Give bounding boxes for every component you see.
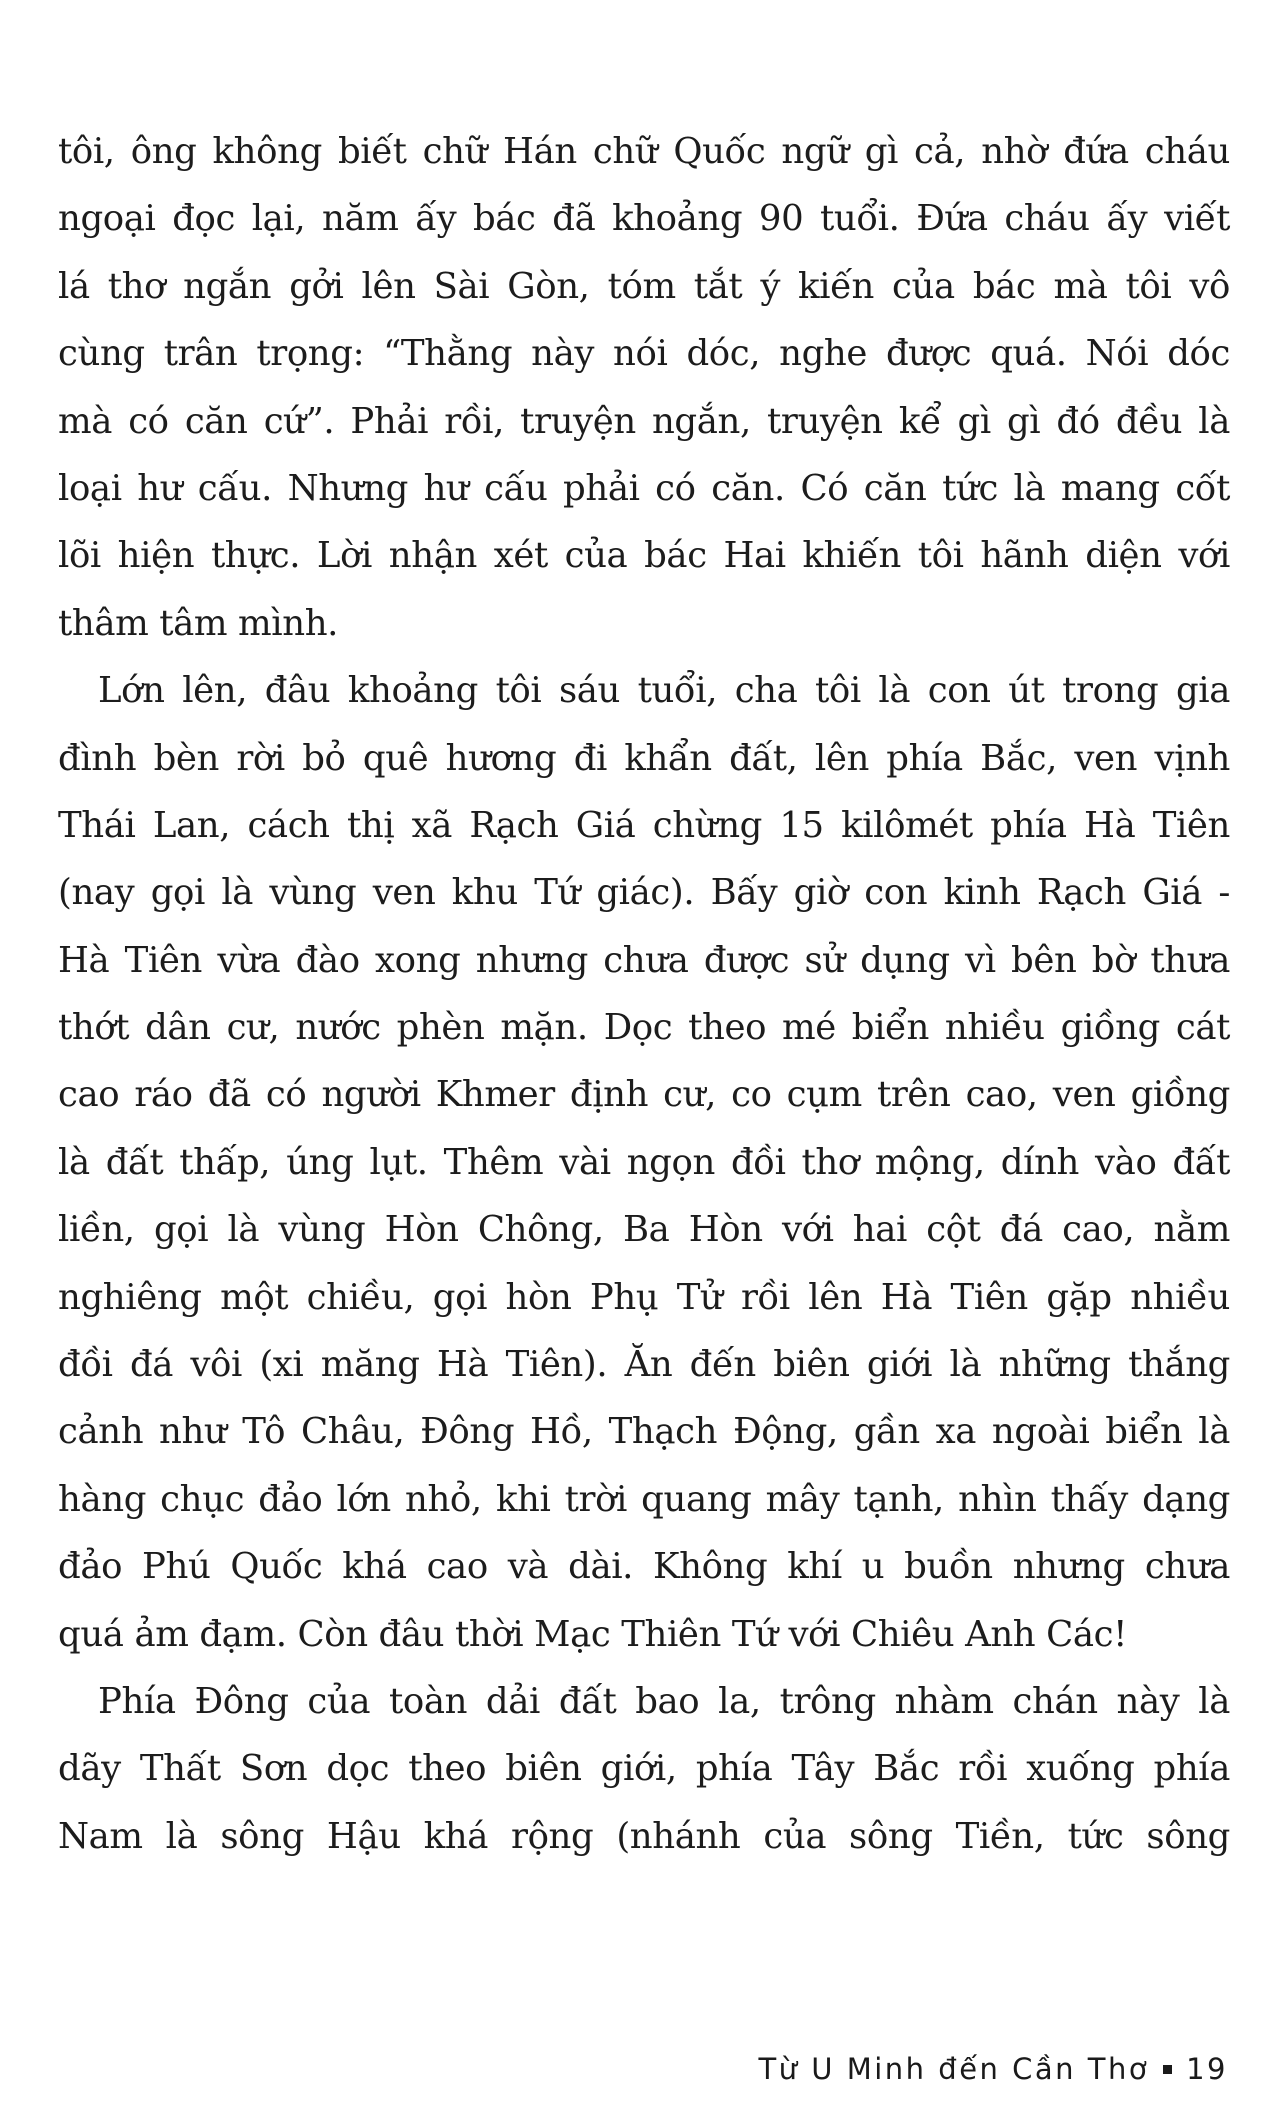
text-line: đồi đá vôi (xi măng Hà Tiên). Ăn đến biên giới là những thắng <box>58 1344 1230 1386</box>
text-line: thớt dân cư, nước phèn mặn. Dọc theo mé biển nhiều giồng cát <box>58 1007 1230 1049</box>
page-footer <box>758 2052 1228 2086</box>
text-line: thâm tâm mình. <box>58 602 339 644</box>
text-line: quá ảm đạm. Còn đâu thời Mạc Thiên Tứ với Chiêu Anh Các! <box>58 1613 1128 1655</box>
text-line: đình bèn rời bỏ quê hương đi khẩn đất, lên phía Bắc, ven vịnh <box>58 737 1230 779</box>
text-line: hàng chục đảo lớn nhỏ, khi trời quang mây tạnh, nhìn thấy dạng <box>58 1478 1230 1520</box>
text-line: (nay gọi là vùng ven khu Tứ giác). Bấy giờ con kinh Rạch Giá - <box>58 872 1230 914</box>
text-line: liền, gọi là vùng Hòn Chông, Ba Hòn với hai cột đá cao, nằm <box>58 1209 1230 1251</box>
text-line: cao ráo đã có người Khmer định cư, co cụm trên cao, ven giồng <box>58 1074 1230 1116</box>
text-line: mà có căn cứ”. Phải rồi, truyện ngắn, truyện kể gì gì đó đều là <box>58 400 1230 442</box>
text-line: đảo Phú Quốc khá cao và dài. Không khí u buồn nhưng chưa <box>58 1546 1230 1588</box>
text-line: Thái Lan, cách thị xã Rạch Giá chừng 15 kilômét phía Hà Tiên <box>58 804 1230 846</box>
page-number: 19 <box>1186 2052 1228 2086</box>
text-line: Nam là sông Hậu khá rộng (nhánh của sông Tiền, tức sông <box>58 1815 1230 1857</box>
text-line: Lớn lên, đâu khoảng tôi sáu tuổi, cha tôi là con út trong gia <box>98 670 1230 712</box>
text-line: ngoại đọc lại, năm ấy bác đã khoảng 90 tuổi. Đứa cháu ấy viết <box>58 198 1230 240</box>
text-line: là đất thấp, úng lụt. Thêm vài ngọn đồi thơ mộng, dính vào đất <box>58 1141 1230 1183</box>
text-line: cảnh như Tô Châu, Đông Hồ, Thạch Động, gần xa ngoài biển là <box>58 1411 1230 1453</box>
text-line: nghiêng một chiều, gọi hòn Phụ Tử rồi lên Hà Tiên gặp nhiều <box>58 1276 1230 1318</box>
footer-bullet-icon <box>1163 2065 1172 2074</box>
running-title: Từ U Minh đến Cần Thơ <box>758 2052 1150 2086</box>
text-line: Hà Tiên vừa đào xong nhưng chưa được sử dụng vì bên bờ thưa <box>58 939 1230 981</box>
text-line: dãy Thất Sơn dọc theo biên giới, phía Tây Bắc rồi xuống phía <box>58 1748 1230 1790</box>
text-line: loại hư cấu. Nhưng hư cấu phải có căn. Có căn tức là mang cốt <box>58 467 1230 509</box>
body-text <box>58 118 1230 1870</box>
text-line: lõi hiện thực. Lời nhận xét của bác Hai khiến tôi hãnh diện với <box>58 535 1230 577</box>
text-line: tôi, ông không biết chữ Hán chữ Quốc ngữ gì cả, nhờ đứa cháu <box>58 131 1230 172</box>
text-line: lá thơ ngắn gởi lên Sài Gòn, tóm tắt ý kiến của bác mà tôi vô <box>58 265 1230 307</box>
text-line: cùng trân trọng: “Thằng này nói dóc, nghe được quá. Nói dóc <box>58 333 1230 375</box>
text-line: Phía Đông của toàn dải đất bao la, trông nhàm chán này là <box>98 1680 1230 1722</box>
